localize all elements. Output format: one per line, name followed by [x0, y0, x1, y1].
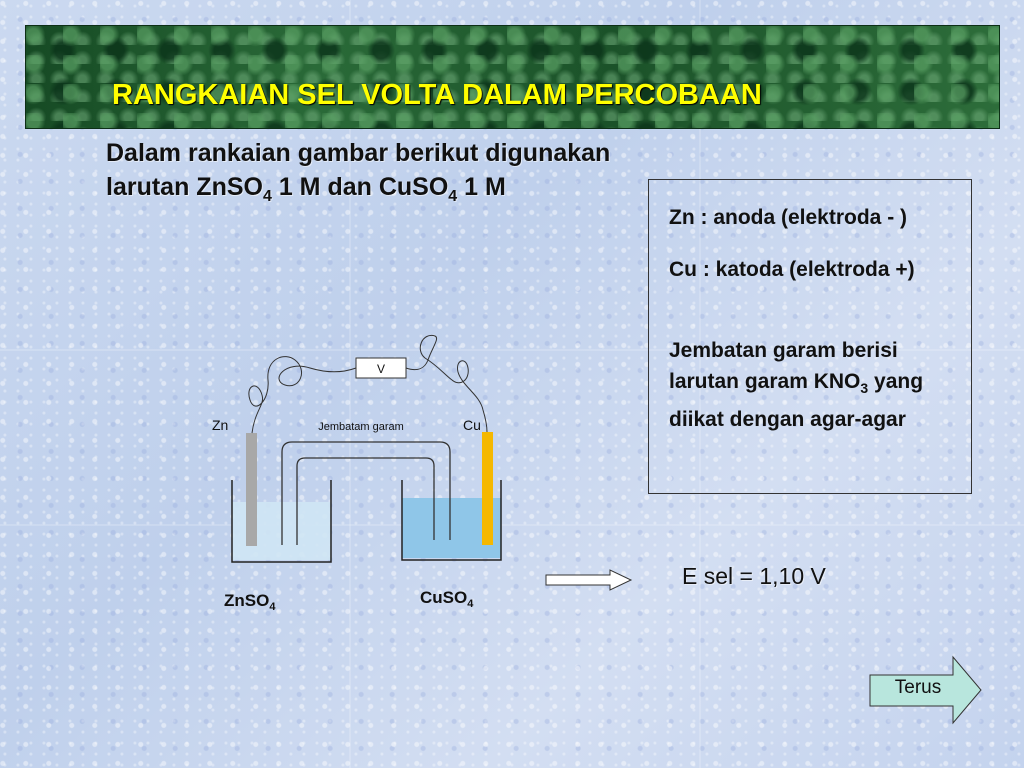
intro-subscript: 4	[448, 188, 458, 205]
voltmeter-label: V	[376, 362, 386, 376]
anode-info: Zn : anoda (elektroda - )	[669, 206, 908, 229]
bridge-text-part: Jembatan garam berisi larutan garam KNO	[669, 339, 898, 393]
cuso4-subscript: 4	[467, 598, 474, 610]
znso4-text: ZnSO	[224, 591, 270, 610]
bridge-text-part: yang diikat dengan agar-agar	[669, 370, 924, 432]
zn-label: Zn	[212, 417, 229, 433]
copper-electrode	[482, 432, 493, 545]
intro-line-1: Dalam rankaian gambar berikut digunakan	[106, 139, 611, 167]
znso4-subscript: 4	[269, 601, 276, 613]
cell-potential-result: E sel = 1,10 V	[682, 563, 826, 589]
intro-text-part: 1 M dan CuSO	[271, 173, 449, 201]
intro-subscript: 4	[262, 188, 272, 205]
cuso4-text: CuSO	[420, 588, 468, 607]
result-arrow-icon	[546, 570, 631, 590]
bridge-subscript: 3	[860, 380, 869, 397]
next-button-label[interactable]: Terus	[894, 677, 942, 698]
zinc-electrode	[246, 433, 257, 546]
cathode-info: Cu : katoda (elektroda +)	[669, 258, 915, 281]
intro-text-part: 1 M	[457, 173, 506, 201]
cu-label: Cu	[463, 417, 481, 433]
cuso4-label	[420, 588, 474, 610]
znso4-label	[224, 591, 276, 613]
slide-title: RANGKAIAN SEL VOLTA DALAM PERCOBAAN	[112, 79, 762, 111]
salt-bridge-label: Jembatam garam	[318, 421, 404, 433]
intro-text-part: larutan ZnSO	[106, 173, 263, 201]
